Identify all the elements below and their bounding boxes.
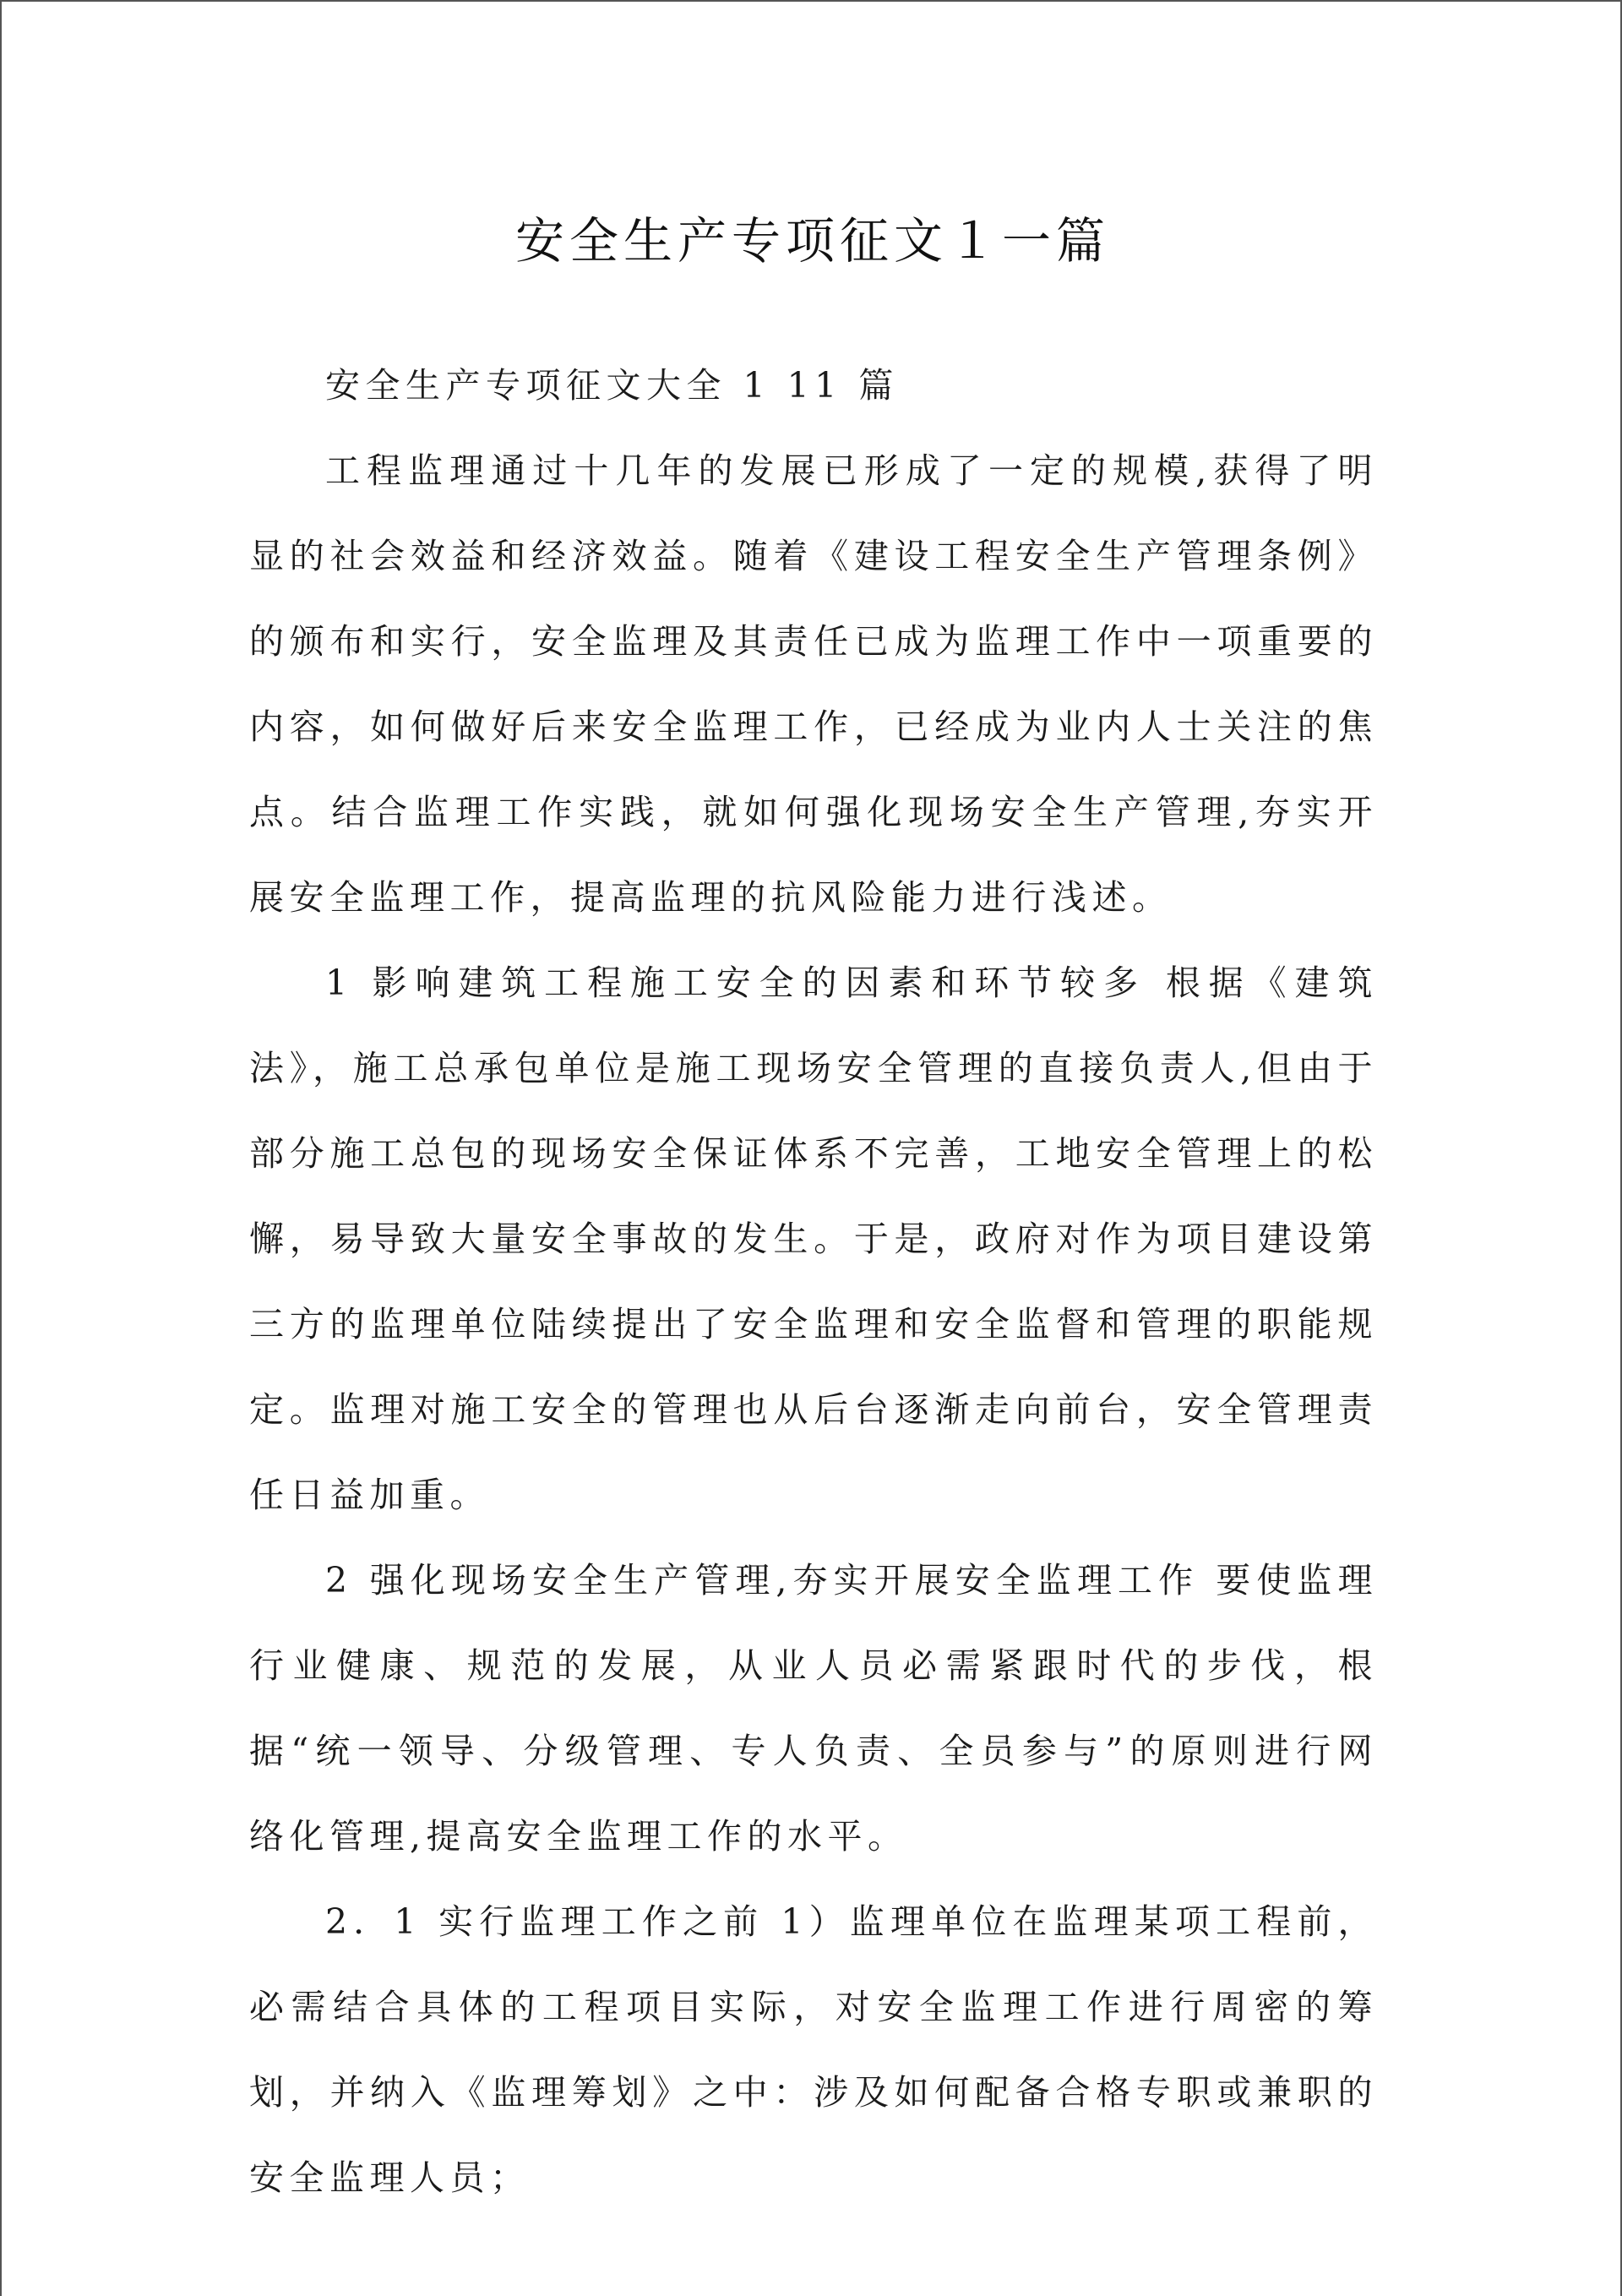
document-body — [249, 343, 1378, 2221]
paragraph-section-1: 1 影响建筑工程施工安全的因素和环节较多 根据《建筑法》，施工总承包单位是施工现场安全管理的直接负责人,但由于部分施工总包的现场安全保证体系不完善，工地安全管理上的松懈，易导致大量安全事故的发生。于是，政府对作为项目建设第三方的监理单位陆续提出了安全监理和安全监督和管理的职能规定。监理对施工安全的管理也从后台逐渐走向前台，安全管理责任日益加重。 — [249, 963, 1378, 1515]
paragraph-intro: 工程监理通过十几年的发展已形成了一定的规模,获得了明显的社会效益和经济效益。随着《建设工程安全生产管理条例》的颁布和实行，安全监理及其责任已成为监理工作中一项重要的内容，如何做好后来安全监理工作，已经成为业内人士关注的焦点。结合监理工作实践，就如何强化现场安全生产管理,夯实开展安全监理工作，提高监理的抗风险能力进行浅述。 — [249, 450, 1378, 918]
paragraph-subtitle: 安全生产专项征文大全 1 11 篇 — [325, 365, 899, 406]
paragraph-section-2-1: 2．1 实行监理工作之前 1）监理单位在监理某项工程前，必需结合具体的工程项目实际，对安全监理工作进行周密的筹划，并纳入《监理筹划》之中：涉及如何配备合格专职或兼职的安全监理人员； — [249, 1901, 1378, 2198]
paragraph-section-2: 2 强化现场安全生产管理,夯实开展安全监理工作 要使监理行业健康、规范的发展，从业人员必需紧跟时代的步伐，根据“统一领导、分级管理、专人负责、全员参与”的原则进行网络化管理,提高安全监理工作的水平。 — [249, 1560, 1378, 1857]
document-title: 安全生产专项征文１一篇 — [514, 212, 1110, 270]
